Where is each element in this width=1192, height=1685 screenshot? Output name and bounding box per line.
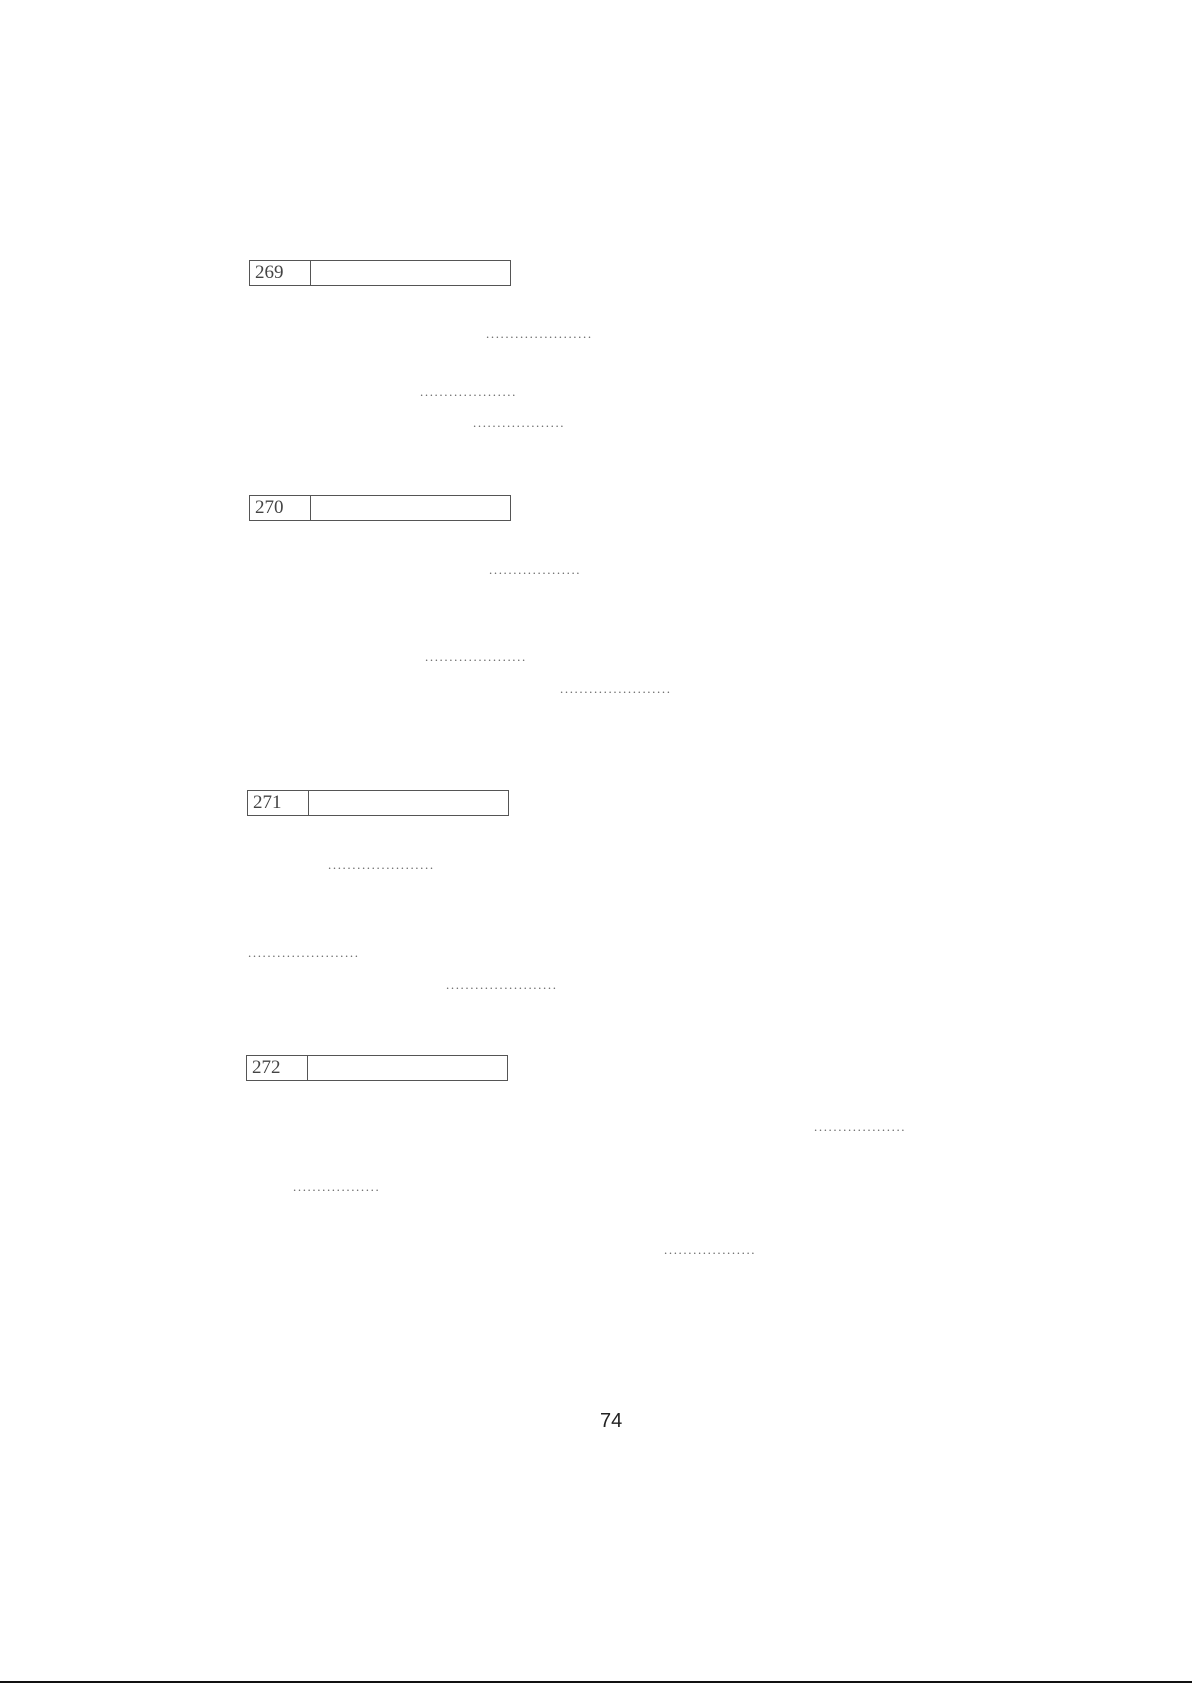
question-score-field[interactable] (311, 261, 510, 285)
question-score-field[interactable] (311, 496, 510, 520)
answer-line[interactable]: .................. (293, 1179, 381, 1194)
question-number: 272 (247, 1056, 308, 1080)
answer-line[interactable]: ...................... (486, 326, 593, 341)
answer-line[interactable]: ..................... (425, 649, 527, 664)
question-number-box (249, 495, 511, 521)
answer-line[interactable]: ................... (814, 1119, 907, 1134)
answer-line[interactable]: .................... (420, 384, 517, 399)
question-number: 269 (250, 261, 311, 285)
question-number-box (249, 260, 511, 286)
question-score-field[interactable] (309, 791, 508, 815)
page-number: 74 (600, 1410, 623, 1432)
answer-line[interactable]: ................... (473, 415, 566, 430)
answer-line[interactable]: ................... (664, 1242, 757, 1257)
question-number-box (247, 790, 509, 816)
answer-line[interactable]: ................... (489, 562, 582, 577)
answer-line[interactable]: ...................... (328, 857, 435, 872)
answer-line[interactable]: ....................... (248, 945, 360, 960)
page-bottom-rule (0, 1681, 1192, 1683)
question-number: 271 (248, 791, 309, 815)
question-score-field[interactable] (308, 1056, 507, 1080)
question-number-box (246, 1055, 508, 1081)
answer-line[interactable]: ....................... (446, 977, 558, 992)
question-number: 270 (250, 496, 311, 520)
answer-line[interactable]: ....................... (560, 681, 672, 696)
